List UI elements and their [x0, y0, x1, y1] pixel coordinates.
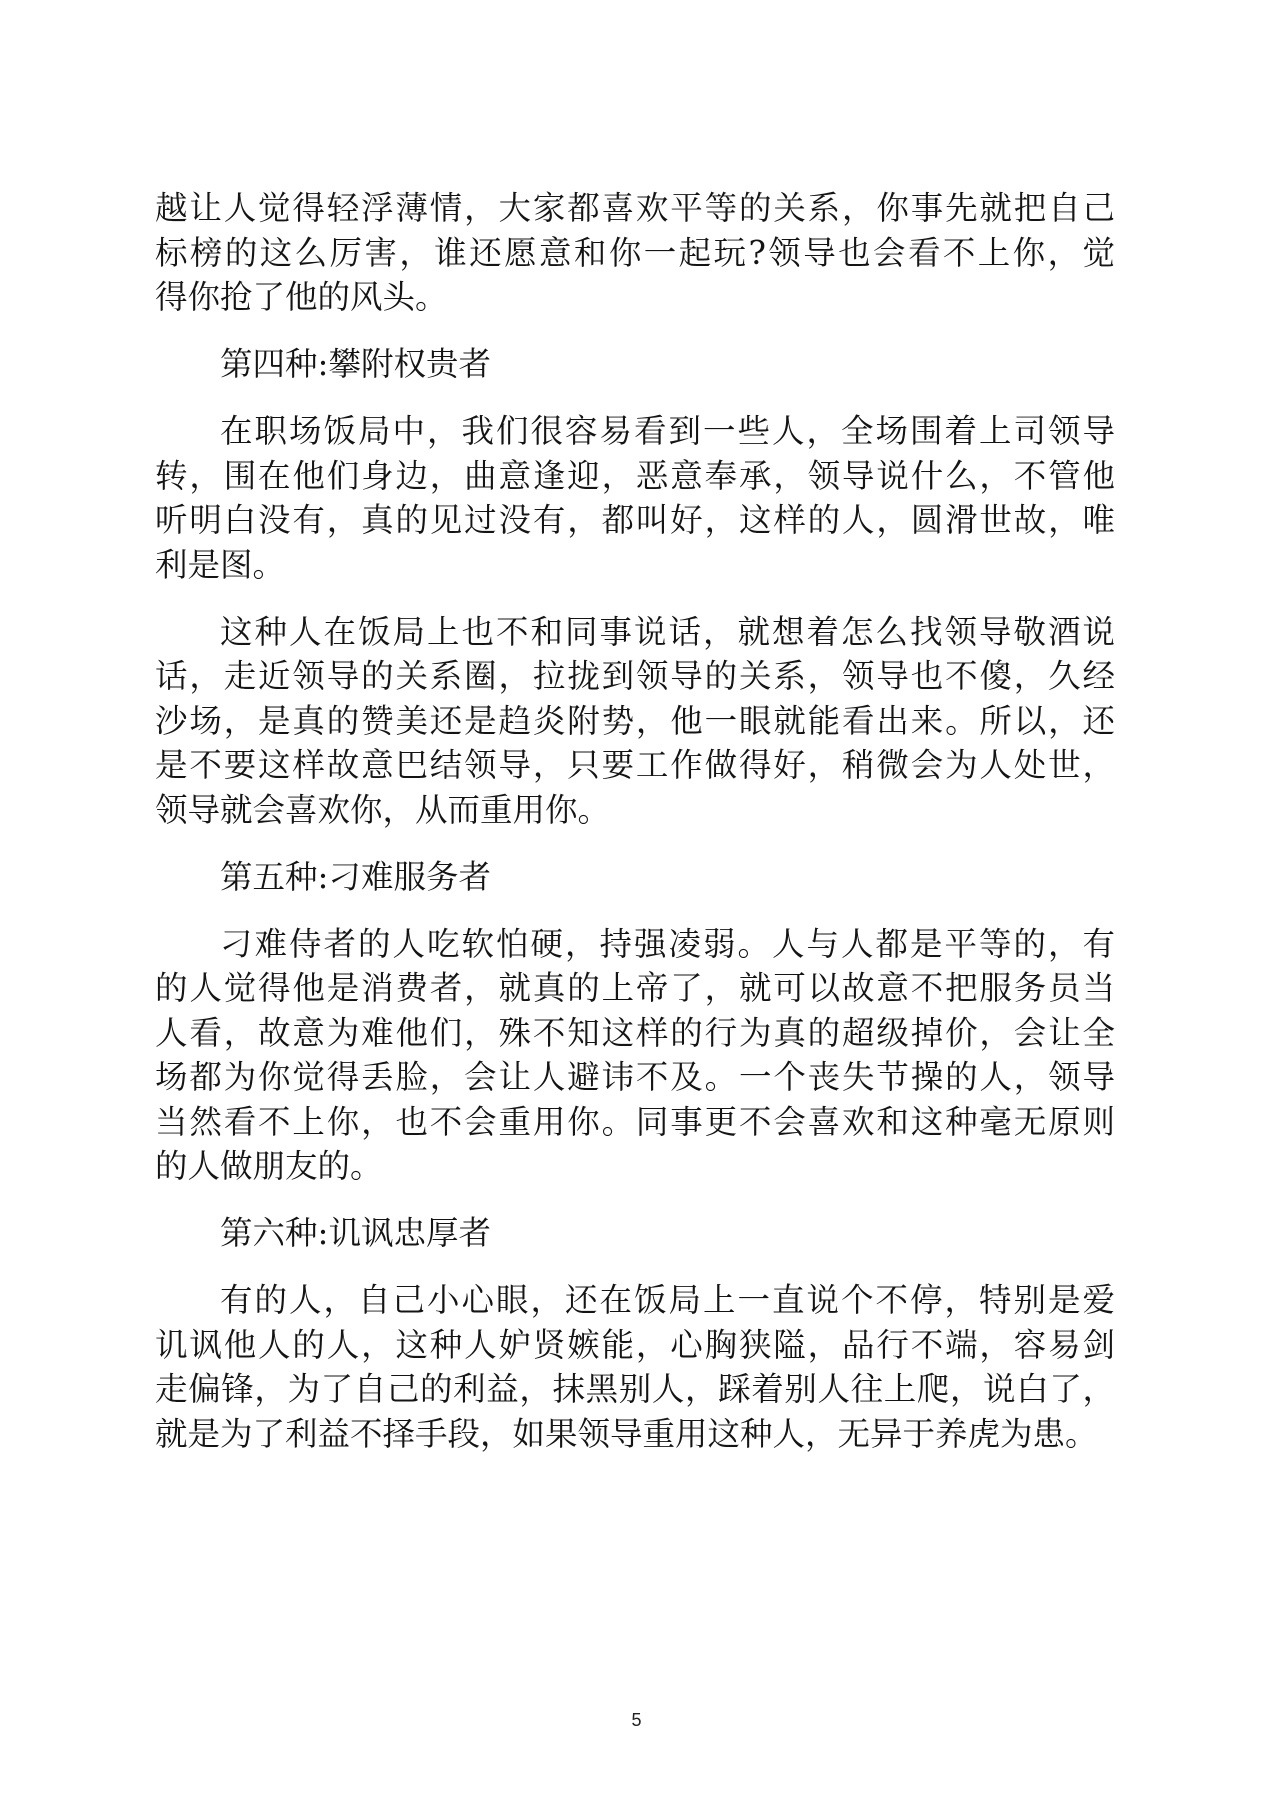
text-line: 讥讽他人的人，这种人妒贤嫉能，心胸狭隘，品行不端，容易剑: [155, 1325, 1115, 1364]
text-line: 的人觉得他是消费者，就真的上帝了，就可以故意不把服务员当: [155, 969, 1115, 1007]
text-line: 场都为你觉得丢脸，会让人避讳不及。一个丧失节操的人，领导: [155, 1058, 1115, 1096]
text-line: 转，围在他们身边，曲意逢迎，恶意奉承，领导说什么，不管他: [155, 456, 1115, 495]
section-heading-5: 第五种:刁难服务者: [220, 857, 491, 896]
text-line: 领导就会喜欢你，从而重用你。: [155, 790, 611, 829]
section-heading-4: 第四种:攀附权贵者: [220, 345, 491, 383]
text-line: 的人做朋友的。: [155, 1147, 383, 1185]
text-line: 人看，故意为难他们，殊不知这样的行为真的超级掉价，会让全: [155, 1013, 1115, 1052]
paragraph: [155, 922, 1115, 1189]
text-line: 是不要这样故意巴结领导，只要工作做得好，稍微会为人处世，: [155, 746, 1115, 784]
section-heading-6: 第六种:讥讽忠厚者: [220, 1214, 491, 1252]
paragraph: [155, 610, 1115, 833]
text-line: 刁难侍者的人吃软怕硬，持强凌弱。人与人都是平等的，有: [220, 924, 1115, 963]
paragraph: [155, 1278, 1115, 1456]
text-line: 越让人觉得轻浮薄情，大家都喜欢平等的关系，你事先就把自己: [155, 189, 1115, 227]
body-text: [155, 186, 1115, 1479]
text-line: 话，走近领导的关系圈，拉拢到领导的关系，领导也不傻，久经: [155, 657, 1115, 695]
text-line: 就是为了利益不择手段，如果领导重用这种人，无异于养虎为患。: [155, 1414, 1098, 1453]
text-line: 得你抢了他的风头。: [155, 278, 448, 316]
text-line: 这种人在饭局上也不和同事说话，就想着怎么找领导敬酒说: [220, 612, 1115, 651]
page-number: 5: [631, 1710, 642, 1730]
text-line: 有的人，自己小心眼，还在饭局上一直说个不停，特别是爱: [220, 1281, 1115, 1319]
text-line: 听明白没有，真的见过没有，都叫好，这样的人，圆滑世故，唯: [155, 501, 1115, 539]
paragraph-continued: [155, 186, 1115, 320]
text-line: 标榜的这么厉害，谁还愿意和你一起玩?领导也会看不上你，觉: [155, 233, 1115, 272]
text-line: 当然看不上你，也不会重用你。同事更不会喜欢和这种毫无原则: [155, 1102, 1115, 1141]
text-line: 在职场饭局中，我们很容易看到一些人，全场围着上司领导: [220, 412, 1115, 450]
text-line: 走偏锋，为了自己的利益，抹黑别人，踩着别人往上爬，说白了，: [155, 1370, 1115, 1408]
paragraph: [155, 409, 1115, 587]
text-line: 沙场，是真的赞美还是趋炎附势，他一眼就能看出来。所以，还: [155, 701, 1115, 740]
text-line: 利是图。: [155, 545, 286, 584]
